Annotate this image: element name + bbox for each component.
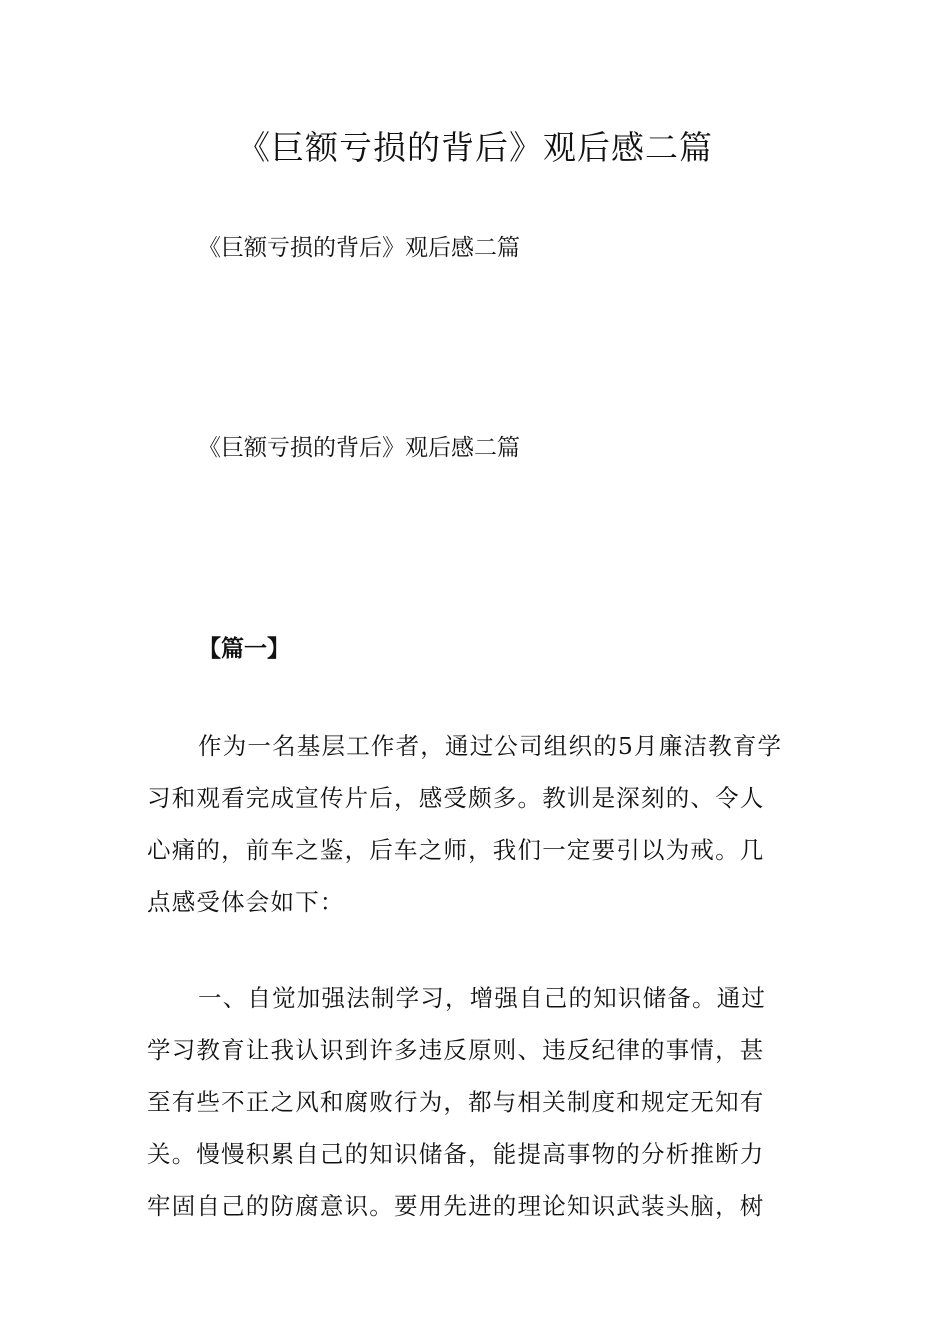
section-heading: 【篇一】 xyxy=(198,636,290,662)
document-subtitle: 《巨额亏损的背后》观后感二篇 xyxy=(198,235,520,261)
paragraph-line: 心痛的，前车之鉴，后车之师，我们一定要引以为戒。几 xyxy=(147,836,765,864)
paragraph-line: 一、自觉加强法制学习，增强自己的知识储备。通过 xyxy=(198,984,767,1012)
document-title: 《巨额亏损的背后》观后感二篇 xyxy=(237,128,713,167)
paragraph-line: 牢固自己的防腐意识。要用先进的理论知识武装头脑，树 xyxy=(147,1192,765,1220)
paragraph-line: 点感受体会如下： xyxy=(147,888,345,916)
paragraph-line: 学习教育让我认识到许多违反原则、违反纪律的事情，甚 xyxy=(147,1036,765,1064)
paragraph-line: 至有些不正之风和腐败行为，都与相关制度和规定无知有 xyxy=(147,1088,765,1116)
paragraph-line: 习和观看完成宣传片后，感受颇多。教训是深刻的、令人 xyxy=(147,784,765,812)
paragraph xyxy=(147,720,811,928)
paragraph-line: 作为一名基层工作者，通过公司组织的5月廉洁教育学 xyxy=(198,732,783,760)
paragraph xyxy=(147,972,811,1232)
paragraph-line: 关。慢慢积累自己的知识储备，能提高事物的分析推断力 xyxy=(147,1140,765,1168)
document-subtitle: 《巨额亏损的背后》观后感二篇 xyxy=(198,435,520,461)
